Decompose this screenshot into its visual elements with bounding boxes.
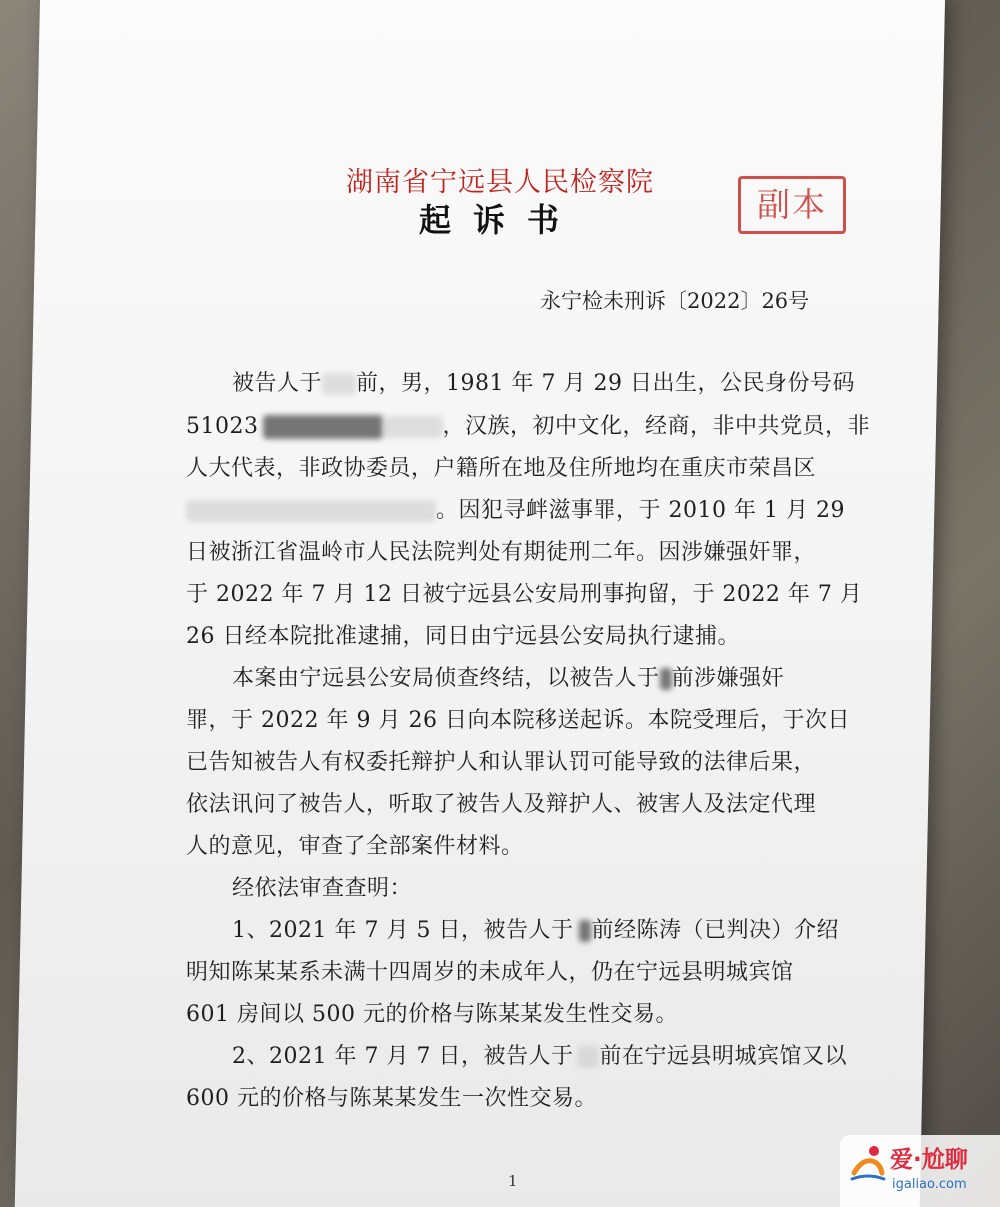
text-fragment: 被告人于 [232, 371, 323, 396]
redaction-blur [322, 373, 356, 395]
text-line [232, 1039, 847, 1070]
document-title: 起诉书 [418, 201, 581, 239]
text-line: 于 2022 年 7 月 12 日被宁远县公安局刑事拘留，于 2022 年 7 月 [186, 582, 863, 607]
issuing-organization: 湖南省宁远县人民检察院 [346, 167, 654, 198]
text-line [232, 913, 839, 944]
text-line [186, 409, 870, 440]
watermark-url: igaliao.com [892, 1177, 967, 1192]
text-line [232, 661, 784, 692]
redaction-blur [263, 415, 383, 439]
text-line: 600 元的价格与陈某某发生一次性交易。 [186, 1086, 597, 1111]
text-line: 人大代表，非政协委员，户籍所在地及住所地均在重庆市荣昌区 [186, 456, 817, 481]
text-line: 26 日经本院批准逮捕，同日由宁远县公安局执行逮捕。 [186, 624, 740, 649]
text-fragment: 前经陈涛（已判决）介绍 [591, 918, 839, 943]
text-fragment: 2、2021 年 7 月 7 日，被告人于 [232, 1044, 574, 1069]
page-number: 1 [508, 1172, 518, 1190]
text-fragment: 前在宁远县明城宾馆又以 [599, 1044, 847, 1069]
text-line: 601 房间以 500 元的价格与陈某某发生性交易。 [186, 1002, 678, 1027]
copy-stamp: 副本 [738, 176, 846, 234]
figure-logo-icon [848, 1143, 888, 1183]
text-fragment: 51023 [186, 414, 259, 439]
text-line: 依法讯问了被告人，听取了被告人及辩护人、被害人及法定代理 [186, 792, 817, 817]
redaction-blur [577, 1046, 599, 1068]
redaction-blur [186, 500, 436, 522]
redaction-blur [383, 416, 443, 438]
text-fragment: 1、2021 年 7 月 5 日，被告人于 [232, 918, 574, 943]
watermark-title: 爱·尬聊 [890, 1147, 968, 1173]
text-line: 日被浙江省温岭市人民法院判处有期徒刑二年。因涉嫌强奸罪， [186, 540, 817, 565]
text-line: 罪，于 2022 年 9 月 26 日向本院移送起诉。本院受理后，于次日 [186, 708, 850, 733]
site-watermark [840, 1135, 1000, 1207]
text-line: 明知陈某某系未满十四周岁的未成年人，仍在宁远县明城宾馆 [186, 960, 794, 985]
text-fragment: ，汉族，初中文化，经商，非中共党员，非 [442, 414, 871, 439]
text-fragment: 本案由宁远县公安局侦查终结，以被告人于 [232, 666, 660, 691]
redaction-blur [579, 920, 591, 942]
text-line: 经依法审查查明： [232, 876, 413, 901]
text-line [232, 366, 855, 397]
redaction-blur [660, 668, 672, 690]
text-line: 已告知被告人有权委托辩护人和认罪认罚可能导致的法律后果， [186, 750, 817, 775]
text-line [186, 493, 845, 524]
text-fragment: 。因犯寻衅滋事罪，于 2010 年 1 月 29 [436, 498, 845, 523]
text-fragment: 前，男，1981 年 7 月 29 日出生，公民身份号码 [356, 371, 855, 396]
text-line: 人的意见，审查了全部案件材料。 [186, 834, 524, 859]
text-fragment: 前涉嫌强奸 [671, 666, 785, 691]
document-number: 永宁检未刑诉〔2022〕26号 [540, 289, 810, 313]
